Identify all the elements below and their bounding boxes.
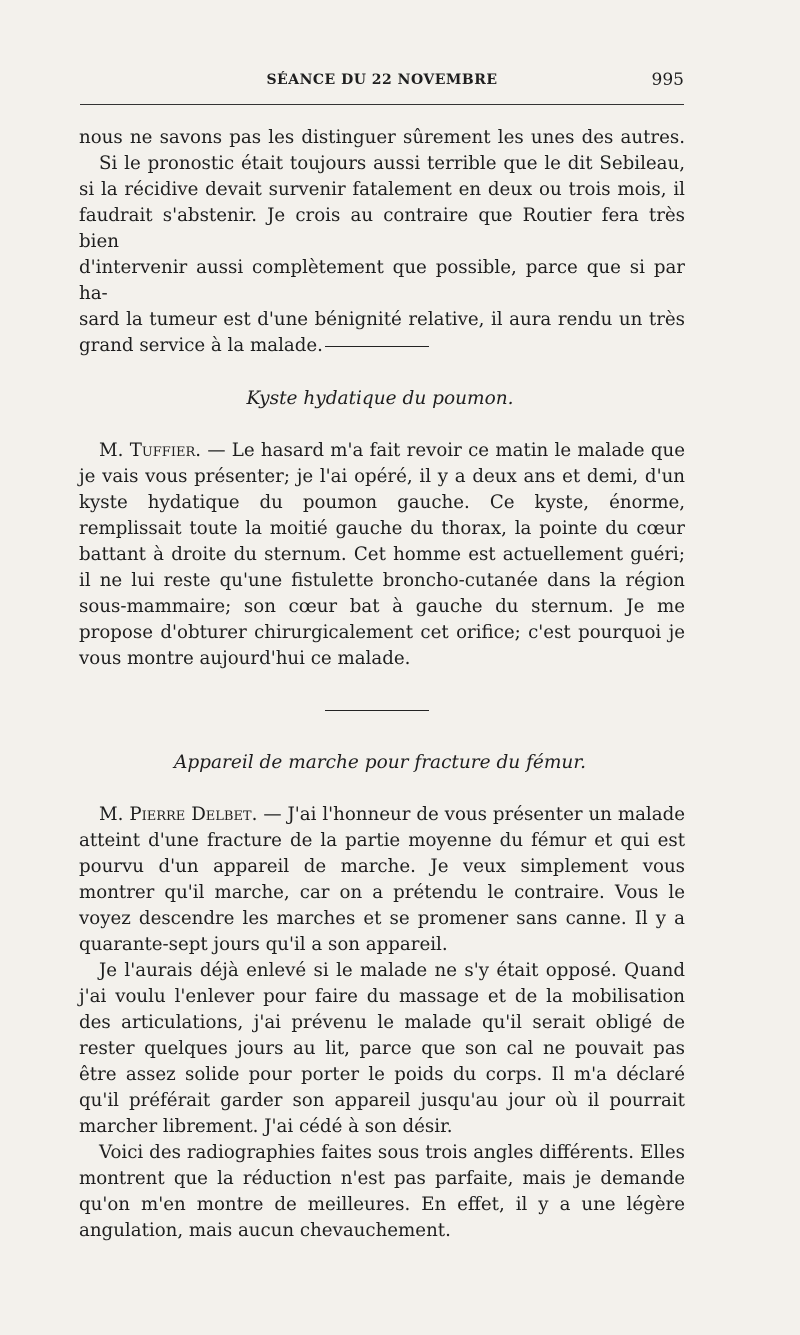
section-title-appareil: Appareil de marche pour fracture du fémur. xyxy=(173,752,587,773)
paragraph xyxy=(79,438,685,672)
page-number: 995 xyxy=(651,70,684,90)
paragraph: Je l'aurais déjà enlevé si le malade ne s'y était opposé. Quand j'ai voulu l'enlever pour faire du massage et de la mobilisation des articulations, j'ai prévenu le malade qu'il serait obligé de rester quelques jours au lit, parce que son cal ne pouvait pas être assez solide pour porter le poids du corps. Il m'a déclaré qu'il préférait garder son appareil jusqu'au jour où il pourrait marcher librement. J'ai cédé à son désir. xyxy=(79,960,685,1137)
section-appareil-body xyxy=(79,802,685,1244)
intro-line: grand service à la malade. xyxy=(79,335,323,356)
speaker-name: M. Tuffier. xyxy=(99,440,202,461)
intro-line: si la récidive devait survenir fatalement en deux ou trois mois, il xyxy=(79,179,685,200)
intro-line: sard la tumeur est d'une bénignité relative, il aura rendu un très xyxy=(79,309,685,330)
section-title-kyste: Kyste hydatique du poumon. xyxy=(246,388,514,409)
intro-line: faudrait s'abstenir. Je crois au contraire que Routier fera très bien xyxy=(79,205,685,252)
paragraph-text: — Le hasard m'a fait revoir ce matin le malade que je vais vous présenter; je l'ai opéré, il y a deux ans et demi, d'un kyste hydatique du poumon gauche. Ce kyste, énorme, remplissait toute la moitié gauche du thorax, la pointe du cœur battant à droite du sternum. Cet homme est actuellement guéri; il ne lui reste qu'une fistulette broncho-cutanée dans la région sous-mammaire; son cœur bat à gauche du sternum. Je me propose d'obturer chirurgicalement cet orifice; c'est pourquoi je vous montre aujourd'hui ce malade. xyxy=(79,440,685,669)
intro-paragraph xyxy=(79,125,685,359)
section-separator xyxy=(325,710,429,711)
running-head-title: SÉANCE DU 22 NOVEMBRE xyxy=(266,72,498,88)
intro-line: Si le pronostic était toujours aussi terrible que le dit Sebileau, xyxy=(99,153,685,174)
section-separator xyxy=(325,346,429,347)
paragraph-text: — J'ai l'honneur de vous présenter un malade atteint d'une fracture de la partie moyenne du fémur et qui est pourvu d'un appareil de marche. Je veux simplement vous montrer qu'il marche, car on a prétendu le contraire. Vous le voyez descendre les marches et se promener sans canne. Il y a quarante-sept jours qu'il a son appareil. xyxy=(79,804,685,955)
intro-line: d'intervenir aussi complètement que possible, parce que si par ha- xyxy=(79,257,685,304)
paragraph: Voici des radiographies faites sous trois angles différents. Elles montrent que la réduction n'est pas parfaite, mais je demande qu'on m'en montre de meilleures. En effet, il y a une légère angulation, mais aucun chevauchement. xyxy=(79,1142,685,1241)
speaker-name: M. Pierre Delbet. xyxy=(99,804,258,825)
intro-line: nous ne savons pas les distinguer sûrement les unes des autres. xyxy=(79,127,685,148)
section-kyste-body xyxy=(79,438,685,672)
header-rule xyxy=(80,104,684,105)
paragraph xyxy=(79,802,685,958)
running-head xyxy=(80,72,684,96)
